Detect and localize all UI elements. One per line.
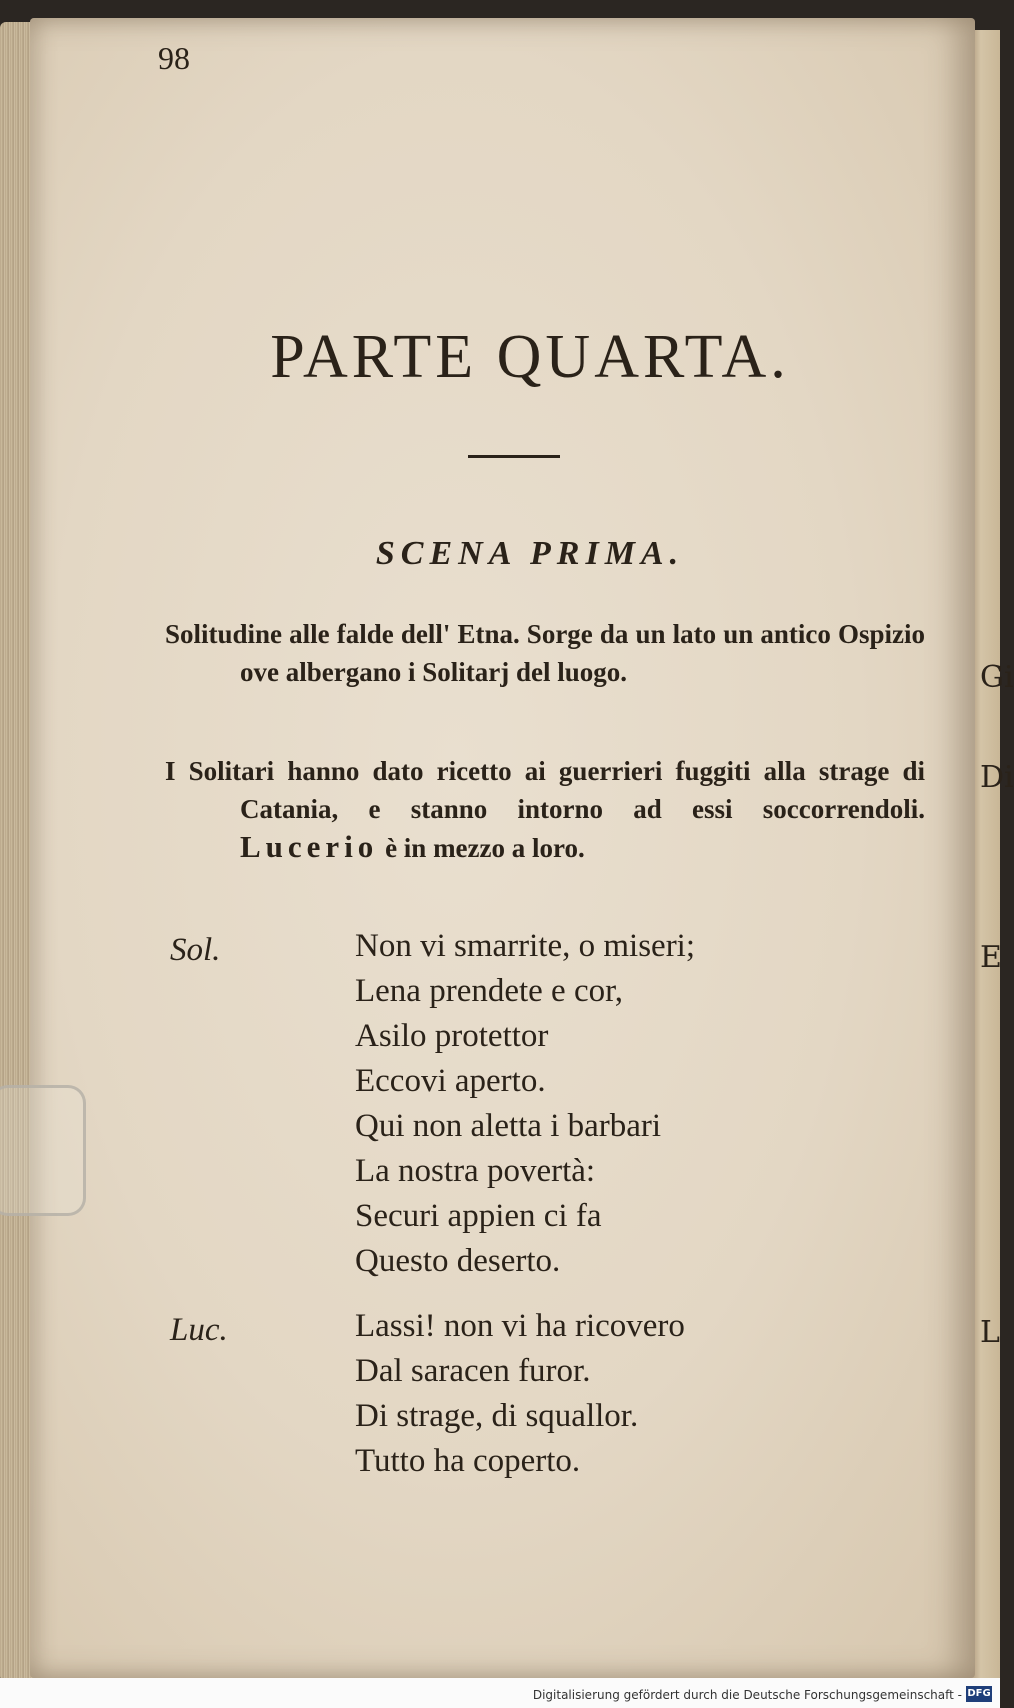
stage-direction-text: I Solitari hanno dato ricetto ai guerrieri fuggiti alla strage di Catania, e stanno intorno ad essi soccorrendoli. <box>165 756 925 824</box>
page-clip <box>0 1085 86 1216</box>
verse-line: Non vi smarrite, o miseri; <box>355 928 696 964</box>
page-number: 98 <box>158 40 190 76</box>
verse-line: La nostra povertà: <box>355 1153 596 1189</box>
dfg-logo: DFG <box>966 1686 992 1702</box>
stage-direction <box>165 615 925 691</box>
verse-block <box>355 924 695 1284</box>
verse-line: Securi appien ci fa <box>355 1198 602 1234</box>
verse-line: Lassi! non vi ha ricovero <box>355 1308 685 1344</box>
next-page-fragment: L <box>980 1315 1000 1350</box>
speaker-label: Luc. <box>170 1312 228 1348</box>
title-divider <box>468 455 560 458</box>
part-title: PARTE QUARTA. <box>270 323 790 391</box>
verse-line: Questo deserto. <box>355 1243 561 1279</box>
speaker-label: Sol. <box>170 932 221 968</box>
verse-block <box>355 1304 685 1484</box>
verse-line: Eccovi aperto. <box>355 1063 546 1099</box>
next-page-fragment: Di <box>980 760 1014 795</box>
verse-line: Di strage, di squallor. <box>355 1398 639 1434</box>
next-page-fragment: E <box>980 940 1002 975</box>
scene-title: SCENA PRIMA. <box>375 535 685 572</box>
verse-line: Dal saracen furor. <box>355 1353 591 1389</box>
stage-direction <box>165 752 925 867</box>
verse-line: Tutto ha coperto. <box>355 1443 581 1479</box>
stage-direction-text: è in mezzo a loro. <box>378 833 585 863</box>
digitization-credit: Digitalisierung gefördert durch die Deutsche Forschungsgemeinschaft - <box>532 1688 962 1702</box>
verse-line: Asilo protettor <box>355 1018 549 1054</box>
next-page-fragment: Gi <box>980 660 1014 695</box>
verse-line: Qui non aletta i barbari <box>355 1108 662 1144</box>
verse-line: Lena prendete e cor, <box>355 973 624 1009</box>
character-name: Lucerio <box>240 829 379 864</box>
stage-direction-text: Solitudine alle falde dell' Etna. Sorge da un lato un antico Ospizio ove albergano i Solitarj del luogo. <box>165 619 925 687</box>
